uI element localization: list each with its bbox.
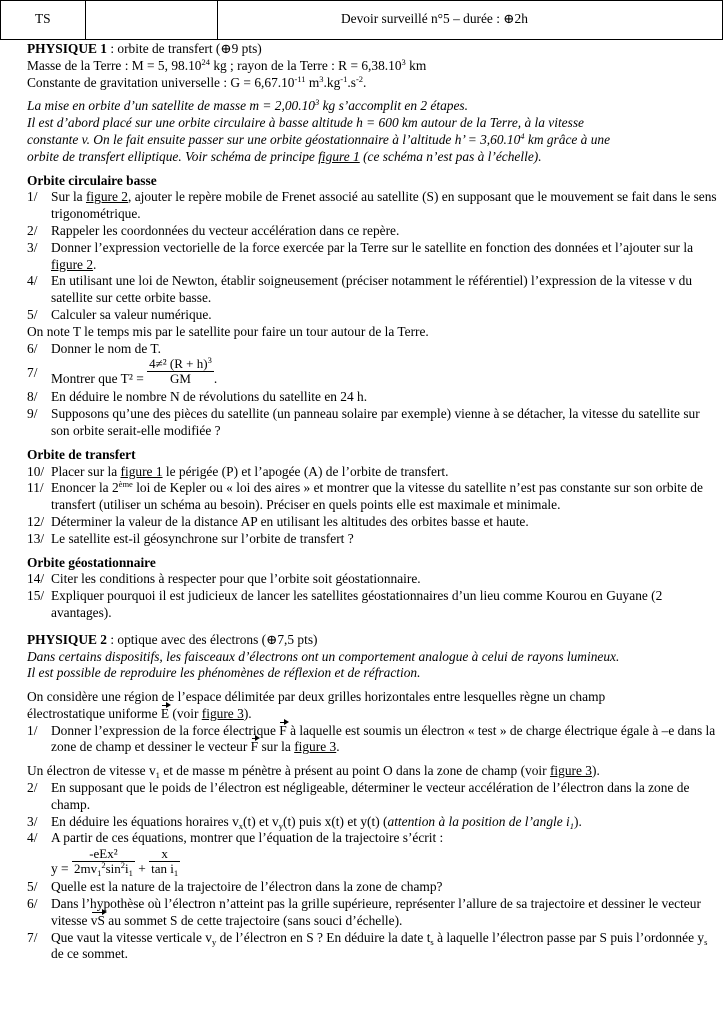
question-1: 1/ Sur la figure 2, ajouter le repère mobile de Frenet associé au satellite (S) en supposant que le mouvement se fait dans le sens trigonométrique. <box>27 189 717 222</box>
p2-context-3: Un électron de vitesse $v_1$ et de masse m pénètre à présent au point O dans la zone de champ (voir figure 3). <box>27 763 600 781</box>
question-9: 9/ Supposons qu’une des pièces du satellite (un panneau solaire par exemple) vienne à se détacher, la vitesse du satellite sur son orbite serait-elle modifiée ? <box>27 406 700 438</box>
vector-vS: vS <box>90 912 105 928</box>
p2-question-6: 6/ Dans l’hypothèse où l’électron n’atteint pas la grille supérieure, représenter l’allure de sa trajectoire et dessiner le vecteur vitesse vS au sommet S de cette trajectoire (sans souci d’échelle). <box>27 896 701 928</box>
question-14: 14/ Citer les conditions à respecter pour que l’orbite soit géostationnaire. <box>27 571 421 587</box>
question-8: 8/ En déduire le nombre N de révolutions du satellite en 24 h. <box>27 389 368 405</box>
figure-3-ref[interactable]: figure 3 <box>201 705 244 721</box>
question-4: 4/ En utilisant une loi de Newton, établir soigneusement (préciser notamment le référentiel) l’expression de la vitesse v du satellite sur cette orbite basse. <box>27 273 693 306</box>
p2-question-2: 2/ En supposant que le poids de l’électron est négligeable, déterminer le vecteur accélération de l’électron dans la zone de champ. <box>27 780 690 812</box>
p2-title-line: PHYSIQUE 2 : optique avec des électrons (⊕7,5 pts) <box>27 631 318 647</box>
section-orbite-transfert: Orbite de transfert <box>27 446 136 462</box>
p2-title: PHYSIQUE 2 <box>27 631 107 647</box>
p2-intro: Dans certains dispositifs, les faisceaux d’électrons ont un comportement analogue à celui de rayons lumineux. Il est possible de reproduire les phénomènes de réflexion et de réfraction. <box>27 648 620 681</box>
question-7: 7/ Montrer que T² = $\frac{4\ne^2 (R + h)^3}{GM}$ . <box>27 355 218 387</box>
formula-T2: $\frac{4\ne^2 (R + h)^3}{GM}$ <box>149 355 212 387</box>
class-label: TS <box>35 11 51 26</box>
p1-title: PHYSIQUE 1 <box>27 41 107 56</box>
question-2: 2/ Rappeler les coordonnées du vecteur accélération dans ce repère. <box>27 222 400 238</box>
question-13: 13/ Le satellite est-il géosynchrone sur l’orbite de transfert ? <box>27 530 354 546</box>
question-3: 3/ Donner l’expression vectorielle de la force exercée par la Terre sur le satellite en fonction des données et l’ajouter sur la figure 2. <box>27 239 694 272</box>
p2-question-5: 5/ Quelle est la nature de la trajectoire de l’électron dans la zone de champ? <box>27 879 443 895</box>
p2-context-1: On considère une région de l’espace délimitée par deux grilles horizontales entre lesquelles règne un champ <box>27 689 606 705</box>
note-T: On note T le temps mis par le satellite pour faire un tour autour de la Terre. <box>27 323 429 339</box>
header-cell-empty <box>85 1 218 39</box>
question-6: 6/ Donner le nom de T. <box>27 340 161 356</box>
p2-question-1: 1/ Donner l’expression de la force électrique F à laquelle est soumis un électron « test » de charge électrique égale à –e dans la zone de champ et dessiner le vecteur F sur la figure 3. <box>27 722 716 755</box>
question-12: 12/ Déterminer la valeur de la distance AP en utilisant les altitudes des orbites basse et haute. <box>27 513 529 529</box>
p1-intro: La mise en orbite d’un satellite de masse $m = 2,00.10^3$ kg s’accomplit en 2 étapes. Il est d’abord placé sur une orbite circulaire à basse altitude h = 600 km autour de la Terre, à la vitesse constante v. On le fait ensuite passer sur une orbite géostationnaire à l’altitude h’ = $3,60.10^4$ km grâce à une orbite de transfert elliptique. Voir schéma de principe figure 1 (ce schéma n’est pas à l’échelle). <box>27 97 611 164</box>
p2-question-3: 3/ En déduire les équations horaires $v_x(t)$ et $v_y(t)$ puis x(t) et y(t) (attention à la position de l’angle $i_1$). <box>27 813 582 831</box>
section-orbite-basse: Orbite circulaire basse <box>27 172 157 188</box>
header-cell-class <box>1 1 86 39</box>
p1-data-g: Constante de gravitation universelle : $G = 6,67.10^{-11}$ $m^3.kg^{-1}.s^{-2}$. <box>27 73 367 90</box>
document-body <box>27 41 717 963</box>
figure-1-ref[interactable]: figure 1 <box>120 463 163 479</box>
question-5: 5/ Calculer sa valeur numérique. <box>27 306 212 322</box>
question-10: 10/ Placer sur la figure 1 le périgée (P) et l’apogée (A) de l’orbite de transfert. <box>27 463 449 479</box>
p2-question-7: 7/ Que vaut la vitesse verticale $v_y$ de l’électron en S ? En déduire la date $t_s$ à laquelle l’électron passe par S puis l’ordonnée $y_s$ de ce sommet. <box>27 929 708 962</box>
header-table <box>0 0 723 40</box>
figure-1-ref[interactable]: figure 1 <box>318 148 360 164</box>
vector-F: F <box>279 722 287 738</box>
vector-F: F <box>250 739 259 755</box>
p2-question-4: 4/ A partir de ces équations, montrer que l’équation de la trajectoire s’écrit : <box>27 830 444 846</box>
p1-title-line: PHYSIQUE 1 : orbite de transfert (⊕9 pts) <box>27 41 262 56</box>
exam-title: Devoir surveillé n°5 – durée : ⊕2h <box>341 11 528 26</box>
question-11: 11/ Enoncer la 2ème loi de Kepler ou « loi des aires » et montrer que la vitesse du satellite n’est pas constante sur son orbite de transfert (utiliser un schéma au besoin). Préciser en quels points elle est maximale et minimale. <box>27 479 703 513</box>
section-orbite-geo: Orbite géostationnaire <box>27 554 156 570</box>
figure-2-ref[interactable]: figure 2 <box>85 189 128 205</box>
figure-3-ref[interactable]: figure 3 <box>294 739 337 755</box>
trajectory-equation: y = $\frac{\text{-eEx²}}{2mv_1^2\sin^2i_1}$ + $\frac{x}{\tan i_1}$ <box>51 846 179 879</box>
p2-context-2: électrostatique uniforme E (voir figure 3). <box>27 705 252 721</box>
question-15: 15/ Expliquer pourquoi il est judicieux de lancer les satellites géostationnaires d’un lieu comme Kourou en Guyane (2 avantages). <box>27 588 663 620</box>
figure-2-ref[interactable]: figure 2 <box>51 256 94 272</box>
vector-E: E <box>160 705 170 721</box>
p1-data-mass: Masse de la Terre : M = 5, 98.10$^{24}$ kg ; rayon de la Terre : $R = 6,38.10^3$ km <box>27 56 427 73</box>
figure-3-ref[interactable]: figure 3 <box>549 763 592 779</box>
